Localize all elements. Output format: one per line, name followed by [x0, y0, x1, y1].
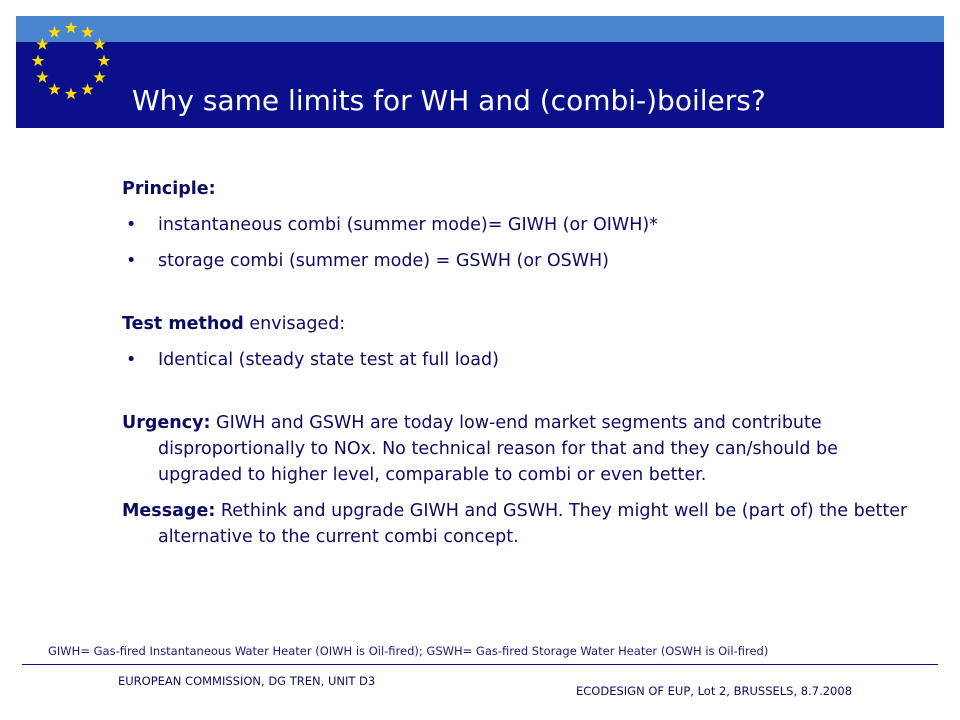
header-band-light: [16, 16, 944, 42]
principle-heading: Principle:: [122, 179, 216, 199]
principle-bullet-2: • storage combi (summer mode) = GSWH (or OSWH): [122, 248, 922, 274]
footer-right: ECODESIGN OF EUP, Lot 2, BRUSSELS, 8.7.2008: [576, 684, 853, 698]
eu-star-ring: [32, 22, 110, 100]
urgency-paragraph: Urgency: GIWH and GSWH are today low-end market segments and contribute disproportionally to NOx. No technical reason for that and they can/should be upgraded to higher level, comparable to combi or even better.: [122, 413, 838, 485]
footer-left: EUROPEAN COMMISSION, DG TREN, UNIT D3: [118, 674, 376, 688]
footnote: GIWH= Gas-fired Instantaneous Water Heater (OIWH is Oil-fired); GSWH= Gas-fired Storage Water Heater (OSWH is Oil-fired): [48, 644, 769, 658]
slide-title: Why same limits for WH and (combi-)boilers?: [132, 84, 766, 117]
eu-flag-logo: [16, 16, 128, 128]
footer-divider: [22, 664, 938, 665]
test-method-heading: Test method envisaged:: [122, 314, 346, 334]
test-method-bullet-1: • Identical (steady state test at full load): [122, 347, 922, 373]
slide-body: [122, 176, 922, 550]
bullet-icon: •: [126, 350, 137, 370]
message-paragraph: Message: Rethink and upgrade GIWH and GSWH. They might well be (part of) the better alternative to the current combi concept.: [122, 501, 908, 547]
bullet-icon: •: [126, 215, 137, 235]
bullet-icon: •: [126, 251, 137, 271]
principle-bullet-1: • instantaneous combi (summer mode)= GIWH (or OIWH)*: [122, 212, 922, 238]
